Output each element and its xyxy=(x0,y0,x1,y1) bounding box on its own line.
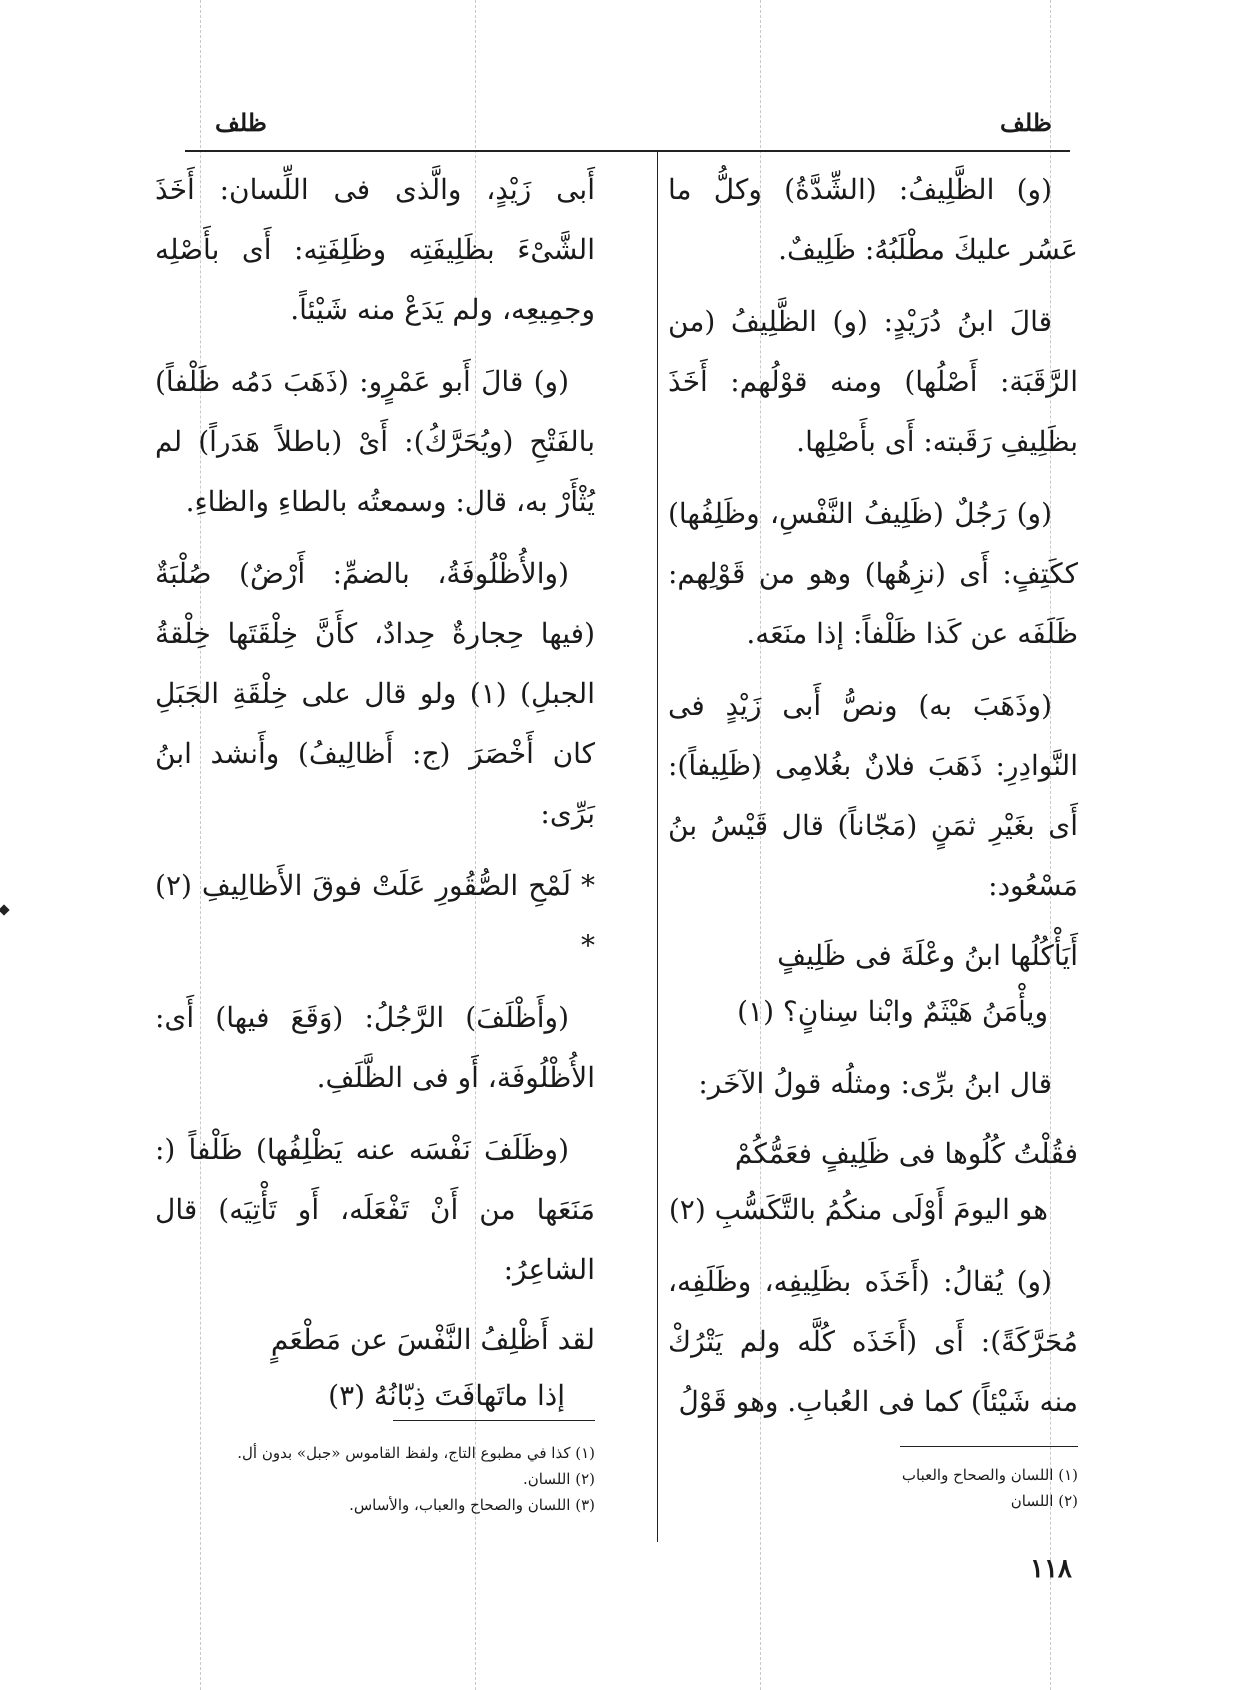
paragraph: (و) رَجُلٌ (ظَلِيفُ النَّفْسِ، وظَلِفُها) ككَتِفٍ: أَى (نزِهُها) وهو من قَوْلِهم: ظَلَفَه عن كَذا ظَلْفاً: إذا منَعَه. xyxy=(668,497,1078,650)
footnote: (٢) اللسان. xyxy=(523,1470,595,1488)
verse-line: إذا ماتَهافَتَ ذِبّانُهُ (٣) xyxy=(328,1379,565,1412)
running-header-right: ظلف xyxy=(1000,108,1052,137)
footnotes-right xyxy=(700,1462,1078,1514)
margin-mark xyxy=(0,904,10,915)
paragraph: (وظَلَفَ نَفْسَه عنه يَظْلِفُها) ظَلْفاً (: مَنَعَها من أَنْ تَفْعَلَه، أَو تَأْتِيَه) قال الشاعِرُ: xyxy=(155,1133,595,1286)
page-number: ١١٨ xyxy=(1030,1554,1072,1584)
footnote: (١) كذا في مطبوع التاج، ولفظ القاموس «جبل» بدون أل. xyxy=(237,1444,595,1462)
paragraph: قالَ ابنُ دُرَيْدٍ: (و) الظَّلِيفُ (من الرَّقَبَة: أَصْلُها) ومنه قوْلُهم: أَخَذَ بظَلِيفِ رَقَبته: أَى بأَصْلِها. xyxy=(668,305,1078,458)
paragraph: (و) يُقالُ: (أَخَذَه بظَلِيفِه، وظَلَفِه، مُحَرَّكَةً): أَى (أَخَذَه كُلَّه ولم يَتْرُكْ منه شَيْئاً) كما فى العُبابِ. وهو قَوْلُ xyxy=(668,1265,1078,1418)
header-rule xyxy=(185,150,1070,152)
quoted-hemistich: * لَمْحِ الصُّقُورِ عَلَتْ فوقَ الأَظالِيفِ (٢) * xyxy=(155,869,595,962)
paragraph: (وأَظْلَفَ) الرَّجُلُ: (وَقَعَ فيها) أَى: الأُظْلُوفَة، أَو فى الظَّلَفِ. xyxy=(155,1001,595,1094)
poem-verse xyxy=(668,1126,1078,1238)
verse-line: لقد أَظْلِفُ النَّفْسَ عن مَطْعَمٍ xyxy=(270,1323,595,1356)
paragraph: (والأُظْلُوفَةُ، بالضمِّ: أَرْضٌ) صُلْبَةٌ (فيها حِجارةٌ حِدادٌ، كأَنَّ خِلْقَتَها خِلْقةُ الجبلِ) (١) ولو قال على خِلْقَةِ الجَبَلِ كان أَخْصَرَ (ج: أَظالِيفُ) وأَنشد ابنُ بَرِّى: xyxy=(155,557,595,830)
verse-line: ويأْمَنُ هَيْثَمٌ وابْنا سِنانٍ؟ (١) xyxy=(737,995,1048,1028)
poem-verse xyxy=(155,1312,595,1424)
footnotes-left xyxy=(155,1440,595,1518)
verse-line: أَيَأْكُلُها ابنُ وعْلَةَ فى ظَلِيفٍ xyxy=(777,939,1078,972)
footnote: (٢) اللسان xyxy=(1010,1492,1078,1510)
running-header-left: ظلف xyxy=(215,108,267,137)
verse-line: فقُلْتُ كُلُوها فى ظَلِيفٍ فعَمُّكُمْ xyxy=(734,1137,1078,1170)
right-column xyxy=(668,160,1078,1444)
paragraph: (و) قالَ أَبو عَمْرٍو: (ذَهَبَ دَمُه ظَلْفاً) بالفَتْحِ (ويُحَرَّكُ): أَىْ (باطلاً هَدَراً) لم يُثْأَرْ به، قال: وسمعتُه بالطاءِ والظاءِ. xyxy=(155,365,595,518)
verse-line: هو اليومَ أَوْلَى منكُمُ بالتَّكَسُّبِ (٢) xyxy=(668,1193,1048,1226)
column-divider xyxy=(657,152,658,1542)
footnote: (٣) اللسان والصحاح والعباب، والأساس. xyxy=(349,1496,595,1514)
footnote-rule xyxy=(393,1420,595,1421)
paragraph: (و) الظَّلِيفُ: (الشِّدَّةُ) وكلُّ ما عَسُر عليكَ مطْلَبُهُ: ظَلِيفٌ. xyxy=(668,173,1078,266)
poem-verse xyxy=(668,928,1078,1040)
paragraph: أَبى زَيْدٍ، والَّذى فى اللِّسان: أَخَذَ الشَّىْءَ بظَلِيفَتِه وظَلِفَتِه: أَى بأَصْلِه وجمِيعِه، ولم يَدَعْ منه شَيْئاً. xyxy=(155,173,595,326)
paragraph: (وذَهَبَ به) ونصُّ أَبى زَيْدٍ فى النَّوادِرِ: ذَهَبَ فلانٌ بغُلامِى (ظَلِيفاً): أَى بغَيْرِ ثمَنٍ (مَجّاناً) قال قَيْسُ بنُ مَسْعُود: xyxy=(668,689,1078,902)
paragraph: قال ابنُ برِّى: ومثلُه قولُ الآخَر: xyxy=(698,1067,1052,1100)
left-column xyxy=(155,160,595,1438)
footnote-rule xyxy=(900,1446,1078,1447)
footnote: (١) اللسان والصحاح والعباب xyxy=(901,1466,1078,1484)
